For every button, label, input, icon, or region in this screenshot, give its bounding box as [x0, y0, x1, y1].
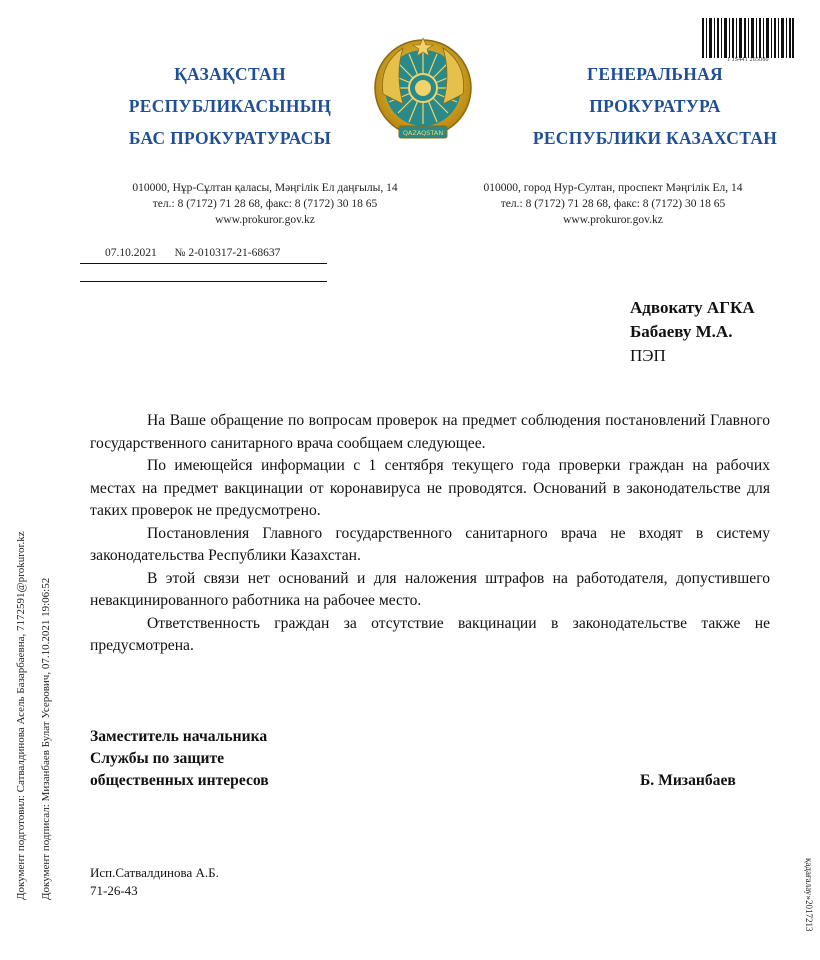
body-paragraph-1: На Ваше обращение по вопросам проверок на предмет соблюдения постановлений Главного государственного санитарного врача сообщаем следующее.: [90, 412, 770, 452]
body-paragraph-2: По имеющейся информации с 1 сентября текущего года проверки граждан на рабочих местах на предмет вакцинации от коронавируса не проводятся. Оснований в законодательстве для таких проверок не предусмотрено.: [90, 457, 770, 519]
signature-title-line2: Службы по защите: [90, 750, 225, 767]
address-left-line2: тел.: 8 (7172) 71 28 68, факс: 8 (7172) 30 18 65: [152, 198, 378, 210]
second-underline: [80, 281, 327, 282]
header-right-line3: РЕСПУБЛИКИ КАЗАХСТАН: [532, 128, 778, 148]
recipient-line2: Бабаеву М.А.: [630, 322, 733, 341]
header-right: [520, 58, 790, 154]
address-left-line3: www.prokuror.gov.kz: [215, 214, 315, 226]
recipient-line1: Адвокату АГКА: [630, 298, 755, 317]
signature-name: Б. Мизанбаев: [640, 772, 736, 789]
letter-body: [90, 410, 770, 658]
header-right-line2: ПРОКУРАТУРА: [589, 96, 721, 116]
recipient-block: [630, 296, 800, 368]
executor-name: Исп.Сатвалдинова А.Б.: [90, 865, 219, 880]
address-right-line2: тел.: 8 (7172) 71 28 68, факс: 8 (7172) 30 18 65: [500, 198, 726, 210]
signature-title-line3: общественных интересов: [90, 772, 269, 789]
body-paragraph-3: Постановления Главного государственного санитарного врача не входят в систему законодательства Республики Казахстан.: [90, 524, 770, 564]
header-left-line3: БАС ПРОКУРАТУРАСЫ: [128, 128, 332, 148]
signature-title: [90, 726, 390, 792]
header-left-line2: РЕСПУБЛИКАСЫНЫҢ: [128, 96, 332, 116]
header-left: [95, 58, 365, 154]
barcode-number: 1 JS441 265080: [727, 57, 769, 63]
address-right: [418, 180, 808, 228]
body-paragraph-4: В этой связи нет оснований и для наложения штрафов на работодателя, допустившего невакцинированного работника на рабочее место.: [90, 569, 770, 609]
body-paragraph-5: Ответственность граждан за отсутствие вакцинации в законодательстве также не предусмотрена.: [90, 614, 770, 654]
barcode: [702, 18, 794, 58]
address-left-line1: 010000, Нұр-Сұлтан қаласы, Мәңгілік Ел даңғылы, 14: [132, 182, 398, 194]
registration-underline: [80, 263, 327, 264]
registration: [105, 247, 280, 259]
side-stamp-right: қадағалау»2017213: [804, 858, 814, 932]
emblem-ribbon-text: QAZAQSTAN: [402, 129, 444, 137]
side-stamp-signed: Документ подписал: Мизанбаев Булат Усерович, 07.10.2021 19:06:52: [40, 577, 52, 900]
recipient-line3: ПЭП: [630, 346, 666, 365]
registration-date: 07.10.2021: [105, 247, 157, 259]
header-left-line1: ҚАЗАҚСТАН: [174, 64, 286, 84]
address-right-line1: 010000, город Нур-Султан, проспект Мәңгілік Ел, 14: [483, 182, 743, 194]
side-stamp-prepared: Документ подготовил: Сатвалдинова Асель Базарбаевна, 7172591@prokuror.kz: [15, 531, 27, 900]
state-emblem: [373, 34, 473, 150]
address-left: [70, 180, 460, 228]
executor-block: [90, 864, 290, 900]
header-right-line1: ГЕНЕРАЛЬНАЯ: [587, 64, 723, 84]
signature-title-line1: Заместитель начальника: [90, 728, 268, 745]
address-right-line3: www.prokuror.gov.kz: [563, 214, 663, 226]
executor-phone: 71-26-43: [90, 883, 138, 898]
registration-number: № 2-010317-21-68637: [174, 247, 281, 259]
